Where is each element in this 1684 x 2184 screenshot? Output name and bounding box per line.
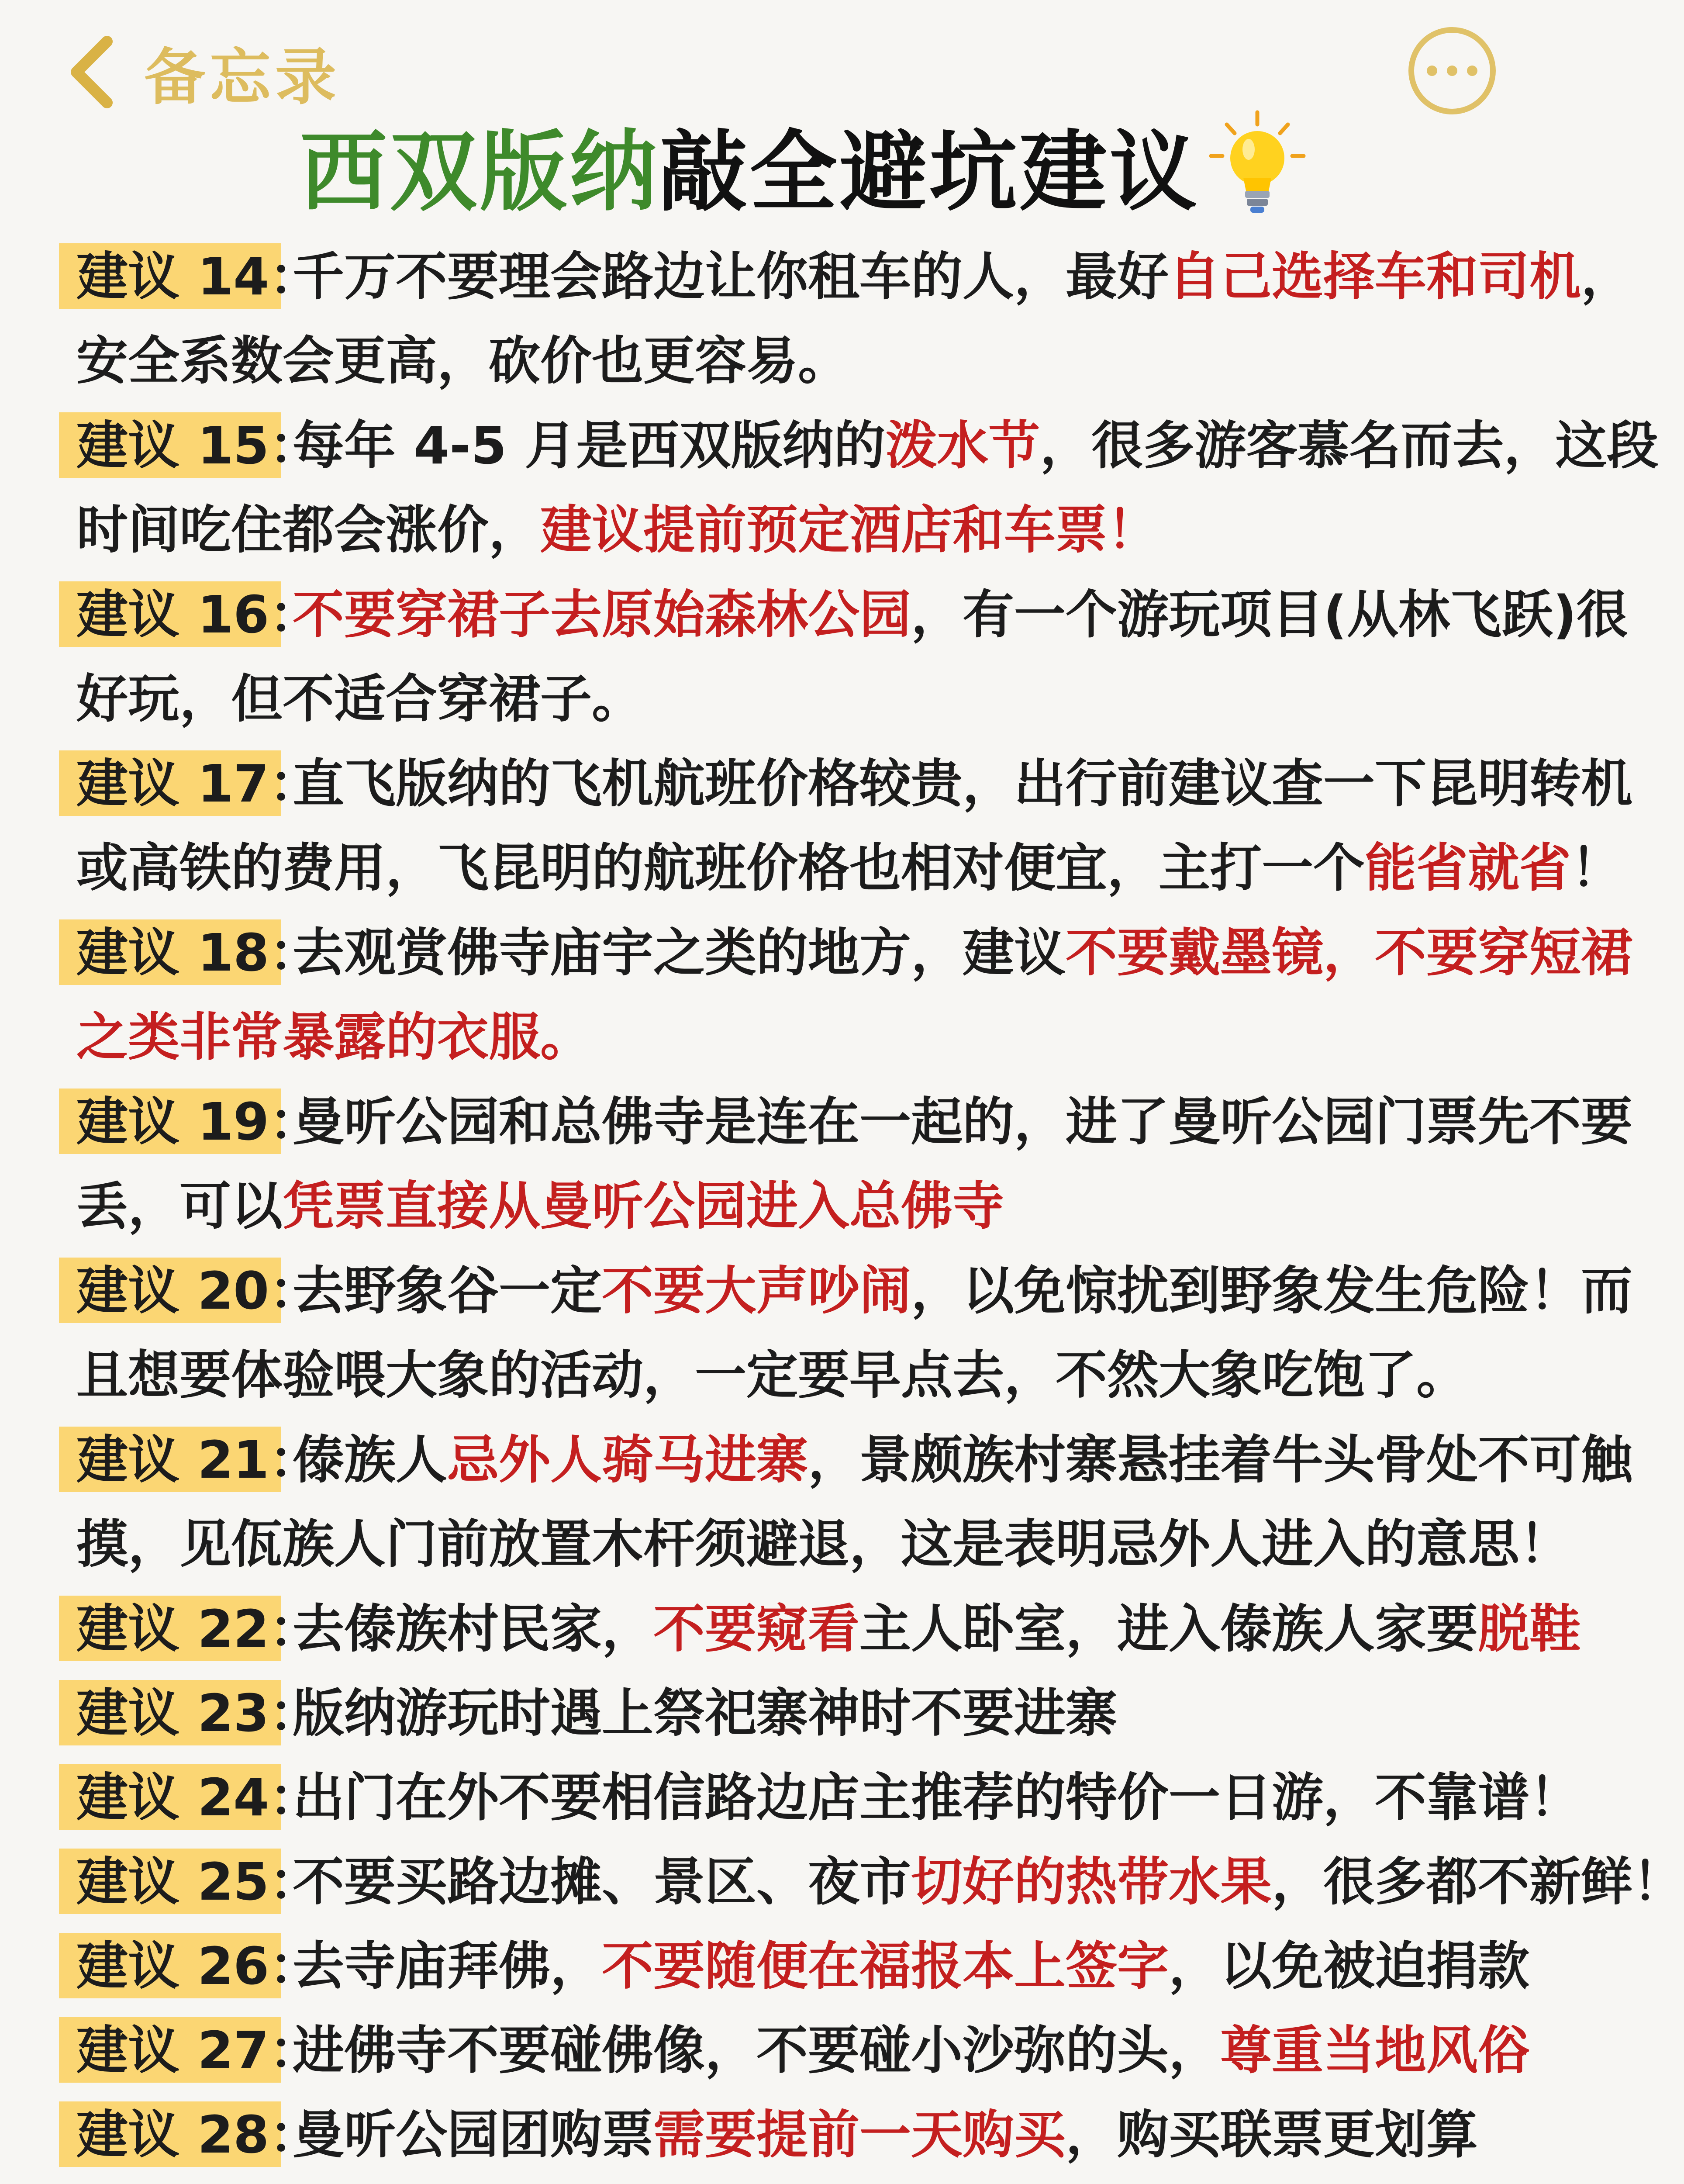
tip-label: 建议 28： xyxy=(76,2105,321,2165)
tip-highlight-text: 不要窥看 xyxy=(653,1599,860,1659)
tip-text: 且想要体验喂大象的活动，一定要早点去，不然大象吃饱了。 xyxy=(76,1345,1468,1405)
tip-text: 时间吃住都会涨价， xyxy=(76,500,541,560)
tip-label: 建议 16： xyxy=(76,584,321,645)
tip-text: ！ xyxy=(1571,838,1623,898)
tip-highlight-text: 不要戴墨镜，不要穿短裙 xyxy=(1066,923,1633,983)
tip-highlight-text: 尊重当地风俗 xyxy=(1220,2020,1530,2080)
tip-text: 摸，见佤族人门前放置木杆须避退，这是表明忌外人进入的意思！ xyxy=(76,1514,1571,1574)
back-label: 备忘录 xyxy=(144,41,341,113)
tip-text: ，以免被迫捐款 xyxy=(1169,1936,1530,1996)
tip-text: 去观赏佛寺庙宇之类的地方，建议 xyxy=(293,923,1066,983)
tip-highlight-text: 泼水节 xyxy=(885,415,1040,476)
tip-label: 建议 19： xyxy=(76,1092,321,1152)
tip-label: 建议 21： xyxy=(76,1430,321,1490)
tip-highlight-text: 自己选择车和司机 xyxy=(1169,246,1581,307)
tip-text: 去野象谷一定 xyxy=(293,1261,602,1321)
tip-highlight-text: 需要提前一天购买 xyxy=(653,2105,1066,2165)
tip-highlight-text: 不要大声吵闹 xyxy=(602,1261,911,1321)
tip-text: 出门在外不要相信路边店主推荐的特价一日游，不靠谱！ xyxy=(293,1767,1581,1828)
tip-text-line xyxy=(293,2013,1529,2087)
tip-text: ，很多都不新鲜！ xyxy=(1272,1852,1684,1912)
tip-text-line xyxy=(293,1254,1632,1328)
tip-label: 建议 24： xyxy=(76,1767,321,1828)
tip-label: 建议 20： xyxy=(76,1261,321,1321)
tip-text: ，购买联票更划算 xyxy=(1066,2105,1478,2165)
tip-label: 建议 17： xyxy=(76,753,321,814)
tip-highlight-text: 切好的热带水果 xyxy=(911,1852,1272,1912)
tip-text: 版纳游玩时遇上祭祀寨神时不要进寨 xyxy=(293,1683,1118,1743)
tip-text: 不要买路边摊、景区、夜市 xyxy=(293,1852,911,1912)
tip-text: ，以免惊扰到野象发生危险！而 xyxy=(911,1261,1633,1321)
tip-text: 主人卧室，进入傣族人家要 xyxy=(859,1599,1478,1659)
tip-label: 建议 18： xyxy=(76,923,321,983)
tip-text: 进佛寺不要碰佛像，不要碰小沙弥的头， xyxy=(293,2020,1221,2080)
tip-label: 建议 14： xyxy=(76,246,321,307)
tip-label: 建议 15： xyxy=(76,415,321,476)
tip-text: 每年 4-5 月是西双版纳的 xyxy=(293,415,886,476)
tip-text-line xyxy=(293,746,1632,821)
tip-text-line xyxy=(293,239,1632,314)
tip-label: 建议 27： xyxy=(76,2020,321,2080)
tip-text-line xyxy=(76,493,1159,567)
tip-text: 去傣族村民家， xyxy=(293,1599,654,1659)
tip-highlight-text: 建议提前预定酒店和车票！ xyxy=(540,500,1159,560)
tip-text: 曼听公园团购票 xyxy=(293,2105,654,2165)
tip-text-line xyxy=(293,2098,1478,2172)
tip-text-line xyxy=(293,1676,1117,1750)
tip-text: 安全系数会更高，砍价也更容易。 xyxy=(76,331,850,391)
tip-text-line xyxy=(76,1338,1468,1412)
tip-text-line xyxy=(293,1929,1529,2003)
tip-text: 丢，可以 xyxy=(76,1176,283,1236)
tip-label: 建议 26： xyxy=(76,1936,321,1996)
tip-label: 建议 23： xyxy=(76,1683,321,1743)
tip-text-line xyxy=(76,662,643,736)
title-location: 西双版纳 xyxy=(300,121,660,223)
tip-text: ，有一个游玩项目(从林飞跃)很 xyxy=(911,584,1628,645)
tip-text-line xyxy=(76,1000,592,1074)
tip-text-line xyxy=(293,916,1632,990)
tip-text-line xyxy=(76,831,1622,905)
tip-text-line xyxy=(293,1085,1632,1159)
tip-text-line xyxy=(76,1169,1004,1243)
tip-text: 直飞版纳的飞机航班价格较贵，出行前建议查一下昆明转机 xyxy=(293,753,1633,814)
tip-label: 建议 25： xyxy=(76,1852,321,1912)
tip-text: 去寺庙拜佛， xyxy=(293,1936,602,1996)
tip-text: ，很多游客慕名而去，这段 xyxy=(1040,415,1659,476)
tip-text-line xyxy=(76,1507,1571,1581)
title-text: 敲全避坑建议 xyxy=(659,121,1200,223)
tip-text: 曼听公园和总佛寺是连在一起的，进了曼听公园门票先不要 xyxy=(293,1092,1633,1152)
tip-text-line xyxy=(293,577,1628,652)
tip-highlight-text: 忌外人骑马进寨 xyxy=(447,1430,808,1490)
tip-text-line xyxy=(293,1845,1684,1919)
tip-highlight-text: 能省就省 xyxy=(1365,838,1571,898)
tip-text-line xyxy=(293,1592,1581,1666)
tip-highlight-text: 凭票直接从曼听公园进入总佛寺 xyxy=(283,1176,1004,1236)
tip-text: ， xyxy=(1581,246,1633,307)
tip-label: 建议 22： xyxy=(76,1599,321,1659)
tip-text-line xyxy=(293,408,1658,483)
tip-text: ，景颇族村寨悬挂着牛头骨处不可触 xyxy=(808,1430,1633,1490)
tip-highlight-text: 不要穿裙子去原始森林公园 xyxy=(293,584,911,645)
tip-text-line xyxy=(293,1760,1581,1835)
tip-text: 千万不要理会路边让你租车的人，最好 xyxy=(293,246,1169,307)
tip-text: 傣族人 xyxy=(293,1430,448,1490)
tip-text: 或高铁的费用，飞昆明的航班价格也相对便宜，主打一个 xyxy=(76,838,1365,898)
tip-text-line xyxy=(76,324,849,398)
tip-highlight-text: 脱鞋 xyxy=(1478,1599,1581,1659)
tip-text-line xyxy=(293,1423,1632,1497)
tip-text: 好玩，但不适合穿裙子。 xyxy=(76,669,644,729)
tip-highlight-text: 之类非常暴露的衣服。 xyxy=(76,1007,592,1067)
tip-highlight-text: 不要随便在福报本上签字 xyxy=(602,1936,1169,1996)
